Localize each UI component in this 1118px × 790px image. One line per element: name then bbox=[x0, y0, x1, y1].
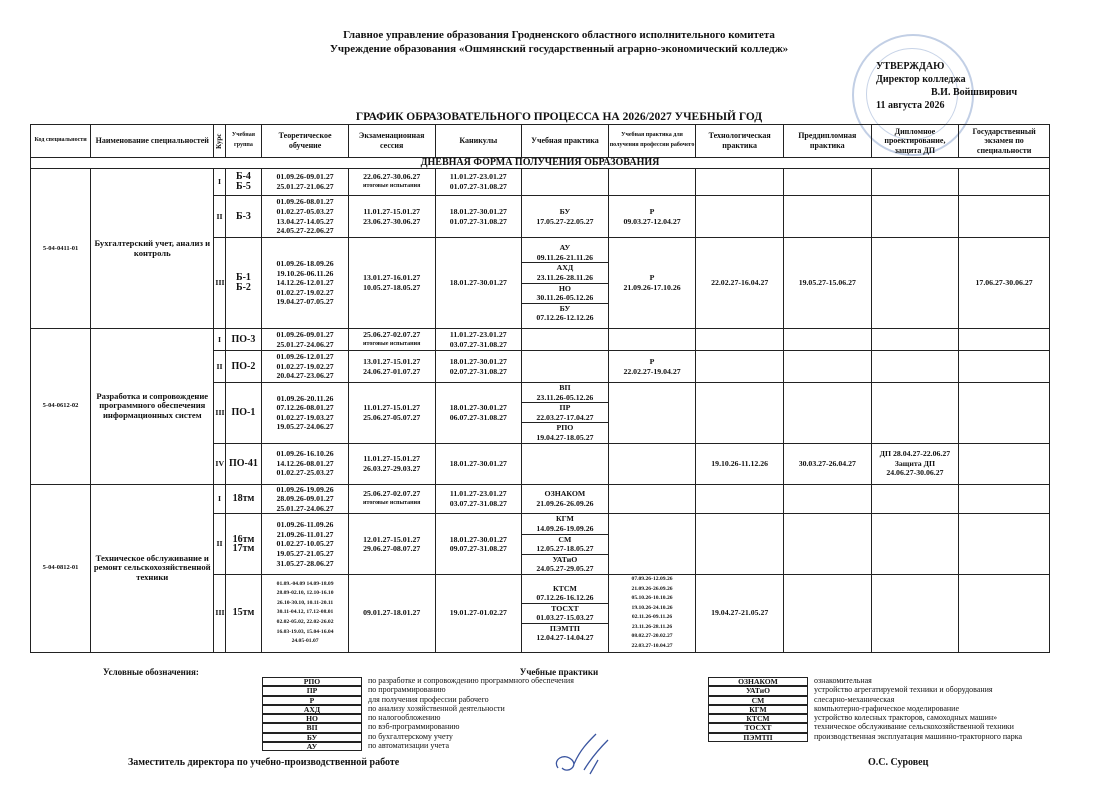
vacation-cell: 18.01.27-30.01.27 06.07.27-31.08.27 bbox=[435, 383, 522, 444]
legend-text: по налогообложению bbox=[368, 713, 441, 723]
theory-cell: 01.09.26-16.10.26 14.12.26-08.01.27 01.02.27-25.03.27 bbox=[262, 443, 349, 484]
approval-position: Директор колледжа bbox=[876, 74, 966, 85]
worker-practice-cell bbox=[608, 329, 696, 351]
diploma-cell bbox=[871, 514, 959, 575]
predip-practice-cell: 30.03.27-26.04.27 bbox=[783, 443, 871, 484]
predip-practice-cell bbox=[783, 383, 871, 444]
vacation-cell: 11.01.27-23.01.27 03.07.27-31.08.27 bbox=[435, 484, 522, 514]
theory-cell: 01.09.26-08.01.27 01.02.27-05.03.27 13.04.27-14.05.27 24.05.27-22.06.27 bbox=[262, 196, 349, 238]
legend-abbr: АХД bbox=[262, 705, 362, 714]
state-exam-cell bbox=[959, 484, 1050, 514]
legend-abbr: ВП bbox=[262, 723, 362, 732]
vacation-cell: 18.01.27-30.01.27 bbox=[435, 443, 522, 484]
vacation-cell: 11.01.27-23.01.27 01.07.27-31.08.27 bbox=[435, 169, 522, 196]
course-cell: I bbox=[214, 169, 225, 196]
table-row bbox=[31, 484, 1050, 514]
exam-cell: 22.06.27-30.06.27 итоговые испытания bbox=[348, 169, 435, 196]
col-tech-practice: Технологическая практика bbox=[696, 125, 784, 158]
predip-practice-cell bbox=[783, 484, 871, 514]
col-course: Курс bbox=[214, 125, 225, 158]
specialty-code: 5-04-0812-01 bbox=[31, 484, 91, 652]
practice-cell bbox=[522, 169, 609, 196]
predip-practice-cell bbox=[783, 351, 871, 383]
table-row bbox=[31, 329, 1050, 351]
predip-practice-cell bbox=[783, 196, 871, 238]
predip-practice-cell: 19.05.27-15.06.27 bbox=[783, 238, 871, 329]
exam-cell: 25.06.27-02.07.27 итоговые испытания bbox=[348, 329, 435, 351]
diploma-cell: ДП 28.04.27-22.06.27 Защита ДП 24.06.27-30.06.27 bbox=[871, 443, 959, 484]
legend-text: компьютерно-графическое моделирование bbox=[814, 703, 959, 713]
vacation-cell: 19.01.27-01.02.27 bbox=[435, 574, 522, 652]
exam-cell: 11.01.27-15.01.27 23.06.27-30.06.27 bbox=[348, 196, 435, 238]
legend-abbr: КГМ bbox=[708, 705, 808, 714]
legend-text: устройство колесных тракторов, самоходных машин» bbox=[814, 713, 998, 723]
legend-text: техническое обслуживание сельскохозяйственной техники bbox=[814, 722, 1014, 732]
predip-practice-cell bbox=[783, 574, 871, 652]
legend-label: Условные обозначения: bbox=[103, 667, 199, 677]
state-exam-cell bbox=[959, 351, 1050, 383]
state-exam-cell bbox=[959, 169, 1050, 196]
legend-right bbox=[708, 677, 1022, 742]
state-exam-cell bbox=[959, 196, 1050, 238]
practice-item: КТСМ 07.12.26-16.12.26 bbox=[522, 584, 608, 604]
legend-text: устройство агрегатируемой техники и оборудования bbox=[814, 685, 993, 695]
page-title: ГРАФИК ОБРАЗОВАТЕЛЬНОГО ПРОЦЕССА НА 2026/2027 УЧЕБНЫЙ ГОД bbox=[355, 111, 763, 123]
state-exam-cell bbox=[959, 443, 1050, 484]
worker-practice-cell: Р 22.02.27-19.04.27 bbox=[608, 351, 696, 383]
tech-practice-cell bbox=[696, 514, 784, 575]
group-cell: ПО-2 bbox=[225, 351, 262, 383]
worker-practice-cell: Р 21.09.26-17.10.26 bbox=[608, 238, 696, 329]
col-worker-practice: Учебная практика для получения профессии рабочего bbox=[608, 125, 696, 158]
col-name: Наименование специальностей bbox=[91, 125, 214, 158]
diploma-cell bbox=[871, 169, 959, 196]
vacation-cell: 18.01.27-30.01.27 09.07.27-31.08.27 bbox=[435, 514, 522, 575]
vacation-cell: 11.01.27-23.01.27 03.07.27-31.08.27 bbox=[435, 329, 522, 351]
legend-text: по бухгалтерскому учету bbox=[368, 731, 453, 741]
legend-abbr: РПО bbox=[262, 677, 362, 686]
theory-cell: 01.09.26-11.09.26 21.09.26-11.01.27 01.02.27-10.05.27 19.05.27-21.05.27 31.05.27-28.06.27 bbox=[262, 514, 349, 575]
state-exam-cell bbox=[959, 329, 1050, 351]
exam-cell: 09.01.27-18.01.27 bbox=[348, 574, 435, 652]
group-cell: ПО-41 bbox=[225, 443, 262, 484]
practice-item: УАТиО 24.05.27-29.05.27 bbox=[536, 554, 594, 574]
legend-abbr: УАТиО bbox=[708, 686, 808, 695]
specialty-code: 5-04-0411-01 bbox=[31, 169, 91, 329]
schedule-table bbox=[30, 124, 1050, 653]
group-cell: 16тм 17тм bbox=[225, 514, 262, 575]
tech-practice-cell bbox=[696, 169, 784, 196]
specialty-name: Разработка и сопровождение программного обеспечения информационных систем bbox=[91, 329, 214, 485]
diploma-cell bbox=[871, 196, 959, 238]
course-cell: I bbox=[214, 329, 225, 351]
diploma-cell bbox=[871, 484, 959, 514]
tech-practice-cell bbox=[696, 196, 784, 238]
theory-cell: 01.09.26-19.09.26 28.09.26-09.01.27 25.01.27-24.06.27 bbox=[262, 484, 349, 514]
tech-practice-cell: 22.02.27-16.04.27 bbox=[696, 238, 784, 329]
tech-practice-cell bbox=[696, 484, 784, 514]
course-cell: IV bbox=[214, 443, 225, 484]
legend-abbr: ТОСХТ bbox=[708, 723, 808, 732]
legend-abbr: НО bbox=[262, 714, 362, 723]
group-cell: Б-4 Б-5 bbox=[225, 169, 262, 196]
legend-abbr: ОЗНАКОМ bbox=[708, 677, 808, 686]
legend-text: по вэб-программированию bbox=[368, 722, 460, 732]
worker-practice-cell bbox=[608, 514, 696, 575]
legend-abbr: ПР bbox=[262, 686, 362, 695]
practice-cell bbox=[522, 574, 609, 652]
worker-practice-cell bbox=[608, 443, 696, 484]
vacation-cell: 18.01.27-30.01.27 02.07.27-31.08.27 bbox=[435, 351, 522, 383]
theory-cell: 01.09.-04.09 14.09-18.09 28.09-02.10, 12.10-16.10 26.10-30.10, 10.11-20.11 30.11-04.12, 17.12-08.01 02.02-05.02, 22.02-26.02 16.03-19.03, 15.04-16.04 24.05-01.07 bbox=[262, 574, 349, 652]
course-cell: III bbox=[214, 574, 225, 652]
practice-cell bbox=[522, 351, 609, 383]
approval-block bbox=[876, 60, 1017, 112]
legend-item bbox=[262, 742, 574, 751]
handwritten-signature bbox=[550, 730, 620, 778]
header-row bbox=[31, 125, 1050, 158]
legend-heading: Учебные практики bbox=[519, 667, 599, 677]
tech-practice-cell bbox=[696, 383, 784, 444]
legend-text: слесарно-механическая bbox=[814, 694, 895, 704]
approval-title: УТВЕРЖДАЮ bbox=[876, 61, 945, 72]
diploma-cell bbox=[871, 329, 959, 351]
exam-cell: 13.01.27-15.01.27 24.06.27-01.07.27 bbox=[348, 351, 435, 383]
worker-practice-cell bbox=[608, 484, 696, 514]
state-exam-cell bbox=[959, 514, 1050, 575]
specialty-name: Техническое обслуживание и ремонт сельскохозяйственной техники bbox=[91, 484, 214, 652]
legend-text: по программированию bbox=[368, 685, 446, 695]
legend-abbr: Р bbox=[262, 696, 362, 705]
legend-text: по разработке и сопровождению программного обеспечения bbox=[368, 676, 574, 685]
exam-note: итоговые испытания bbox=[363, 183, 421, 189]
exam-note: итоговые испытания bbox=[363, 340, 421, 347]
predip-practice-cell bbox=[783, 514, 871, 575]
practice-cell bbox=[522, 238, 609, 329]
practice-cell: ОЗНАКОМ 21.09.26-26.09.26 bbox=[522, 484, 609, 514]
section-title: ДНЕВНАЯ ФОРМА ПОЛУЧЕНИЯ ОБРАЗОВАНИЯ bbox=[31, 158, 1050, 169]
predip-practice-cell bbox=[783, 169, 871, 196]
signature-name: О.С. Суровец bbox=[868, 757, 929, 768]
tech-practice-cell bbox=[696, 329, 784, 351]
predip-practice-cell bbox=[783, 329, 871, 351]
worker-practice-cell: 07.09.26-12.09.26 21.09.26-26.09.26 05.10.26-10.10.26 19.10.26-24.10.26 02.11.26-09.11.26 23.11.26-28.11.26 08.02.27-20.02.27 22.03.27-10.04.27 bbox=[608, 574, 696, 652]
practice-cell bbox=[522, 383, 609, 444]
col-code: Код специальности bbox=[31, 125, 91, 158]
table-row bbox=[31, 169, 1050, 196]
exam-cell: 11.01.27-15.01.27 25.06.27-05.07.27 bbox=[348, 383, 435, 444]
legend-abbr: СМ bbox=[708, 696, 808, 705]
legend-abbr: БУ bbox=[262, 733, 362, 742]
diploma-cell bbox=[871, 383, 959, 444]
col-theory: Теоретическое обучение bbox=[262, 125, 349, 158]
practice-item: ТОСХТ 01.03.27-15.03.27 bbox=[522, 603, 608, 623]
legend-text: по анализу хозяйственной деятельности bbox=[368, 703, 505, 713]
approval-date: 11 августа 2026 bbox=[876, 100, 945, 111]
exam-cell: 13.01.27-16.01.27 10.05.27-18.05.27 bbox=[348, 238, 435, 329]
col-exam: Экзаменационная сессия bbox=[348, 125, 435, 158]
group-cell: Б-3 bbox=[225, 196, 262, 238]
col-group: Учебная группа bbox=[225, 125, 262, 158]
approval-name: В.И. Войшвирович bbox=[931, 87, 1018, 98]
col-state-exam: Государственный экзамен по специальности bbox=[959, 125, 1050, 158]
practice-item: ПР 22.03.27-17.04.27 bbox=[522, 403, 608, 423]
practice-item: БУ 07.12.26-12.12.26 bbox=[536, 303, 594, 323]
legend-left bbox=[262, 677, 574, 751]
legend-abbr: АУ bbox=[262, 742, 362, 751]
practice-cell bbox=[522, 443, 609, 484]
practice-item: АХД 23.11.26-28.11.26 bbox=[522, 263, 608, 283]
practice-cell bbox=[522, 329, 609, 351]
worker-practice-cell: Р 09.03.27-12.04.27 bbox=[608, 196, 696, 238]
course-cell: II bbox=[214, 351, 225, 383]
theory-cell: 01.09.26-12.01.27 01.02.27-19.02.27 20.04.27-23.06.27 bbox=[262, 351, 349, 383]
practice-item: КГМ 14.09.26-19.09.26 bbox=[522, 514, 608, 534]
exam-cell: 25.06.27-02.07.27 итоговые испытания bbox=[348, 484, 435, 514]
col-vacation: Каникулы bbox=[435, 125, 522, 158]
legend-abbr: КТСМ bbox=[708, 714, 808, 723]
group-cell: 15тм bbox=[225, 574, 262, 652]
col-diploma: Дипломное проектирование, защита ДП bbox=[871, 125, 959, 158]
specialty-name: Бухгалтерский учет, анализ и контроль bbox=[91, 169, 214, 329]
practice-item: РПО 19.04.27-18.05.27 bbox=[536, 423, 594, 442]
legend-text: для получения профессии рабочего bbox=[368, 694, 489, 704]
exam-cell: 11.01.27-15.01.27 26.03.27-29.03.27 bbox=[348, 443, 435, 484]
diploma-cell bbox=[871, 574, 959, 652]
tech-practice-cell bbox=[696, 351, 784, 383]
tech-practice-cell: 19.10.26-11.12.26 bbox=[696, 443, 784, 484]
legend-abbr: ПЭМТП bbox=[708, 733, 808, 742]
course-cell: II bbox=[214, 514, 225, 575]
col-practice: Учебная практика bbox=[522, 125, 609, 158]
theory-cell: 01.09.26-09.01.27 25.01.27-24.06.27 bbox=[262, 329, 349, 351]
theory-cell: 01.09.26-18.09.26 19.10.26-06.11.26 14.12.26-12.01.27 01.02.27-19.02.27 19.04.27-07.05.27 bbox=[262, 238, 349, 329]
practice-item: ПЭМТП 12.04.27-14.04.27 bbox=[536, 623, 594, 643]
theory-cell: 01.09.26-20.11.26 07.12.26-08.01.27 01.02.27-19.03.27 19.05.27-24.06.27 bbox=[262, 383, 349, 444]
college-header: Учреждение образования «Ошмянский государственный аграрно-экономический колледж» bbox=[329, 43, 789, 55]
legend-text: производственная эксплуатация машинно-тракторного парка bbox=[814, 731, 1023, 741]
state-exam-cell bbox=[959, 383, 1050, 444]
course-cell: III bbox=[214, 238, 225, 329]
practice-item: СМ 12.05.27-18.05.27 bbox=[522, 534, 608, 554]
group-cell: ПО-1 bbox=[225, 383, 262, 444]
group-cell: Б-1 Б-2 bbox=[225, 238, 262, 329]
group-cell: ПО-3 bbox=[225, 329, 262, 351]
exam-note: итоговые испытания bbox=[363, 499, 421, 506]
vacation-cell: 18.01.27-30.01.27 01.07.27-31.08.27 bbox=[435, 196, 522, 238]
legend-text: по автоматизации учета bbox=[368, 741, 450, 751]
course-cell: III bbox=[214, 383, 225, 444]
diploma-cell bbox=[871, 238, 959, 329]
practice-item: ВП 23.11.26-05.12.26 bbox=[522, 383, 608, 403]
exam-cell: 12.01.27-15.01.27 29.06.27-08.07.27 bbox=[348, 514, 435, 575]
col-predip-practice: Преддипломная практика bbox=[783, 125, 871, 158]
practice-item: АУ 09.11.26-21.11.26 bbox=[522, 243, 608, 263]
diploma-cell bbox=[871, 351, 959, 383]
signature-position: Заместитель директора по учебно-производственной работе bbox=[128, 757, 400, 768]
worker-practice-cell bbox=[608, 169, 696, 196]
practice-cell: БУ 17.05.27-22.05.27 bbox=[522, 196, 609, 238]
legend-text: ознакомительная bbox=[814, 676, 872, 685]
theory-cell: 01.09.26-09.01.27 25.01.27-21.06.27 bbox=[262, 169, 349, 196]
practice-item: НО 30.11.26-05.12.26 bbox=[522, 283, 608, 303]
ministry-header: Главное управление образования Гродненского областного исполнительного комитета bbox=[343, 29, 775, 41]
vacation-cell: 18.01.27-30.01.27 bbox=[435, 238, 522, 329]
course-cell: II bbox=[214, 196, 225, 238]
course-cell: I bbox=[214, 484, 225, 514]
group-cell: 18тм bbox=[225, 484, 262, 514]
specialty-code: 5-04-0612-02 bbox=[31, 329, 91, 485]
tech-practice-cell: 19.04.27-21.05.27 bbox=[696, 574, 784, 652]
state-exam-cell: 17.06.27-30.06.27 bbox=[959, 238, 1050, 329]
worker-practice-cell bbox=[608, 383, 696, 444]
state-exam-cell bbox=[959, 574, 1050, 652]
legend-item bbox=[708, 733, 1022, 742]
practice-cell bbox=[522, 514, 609, 575]
